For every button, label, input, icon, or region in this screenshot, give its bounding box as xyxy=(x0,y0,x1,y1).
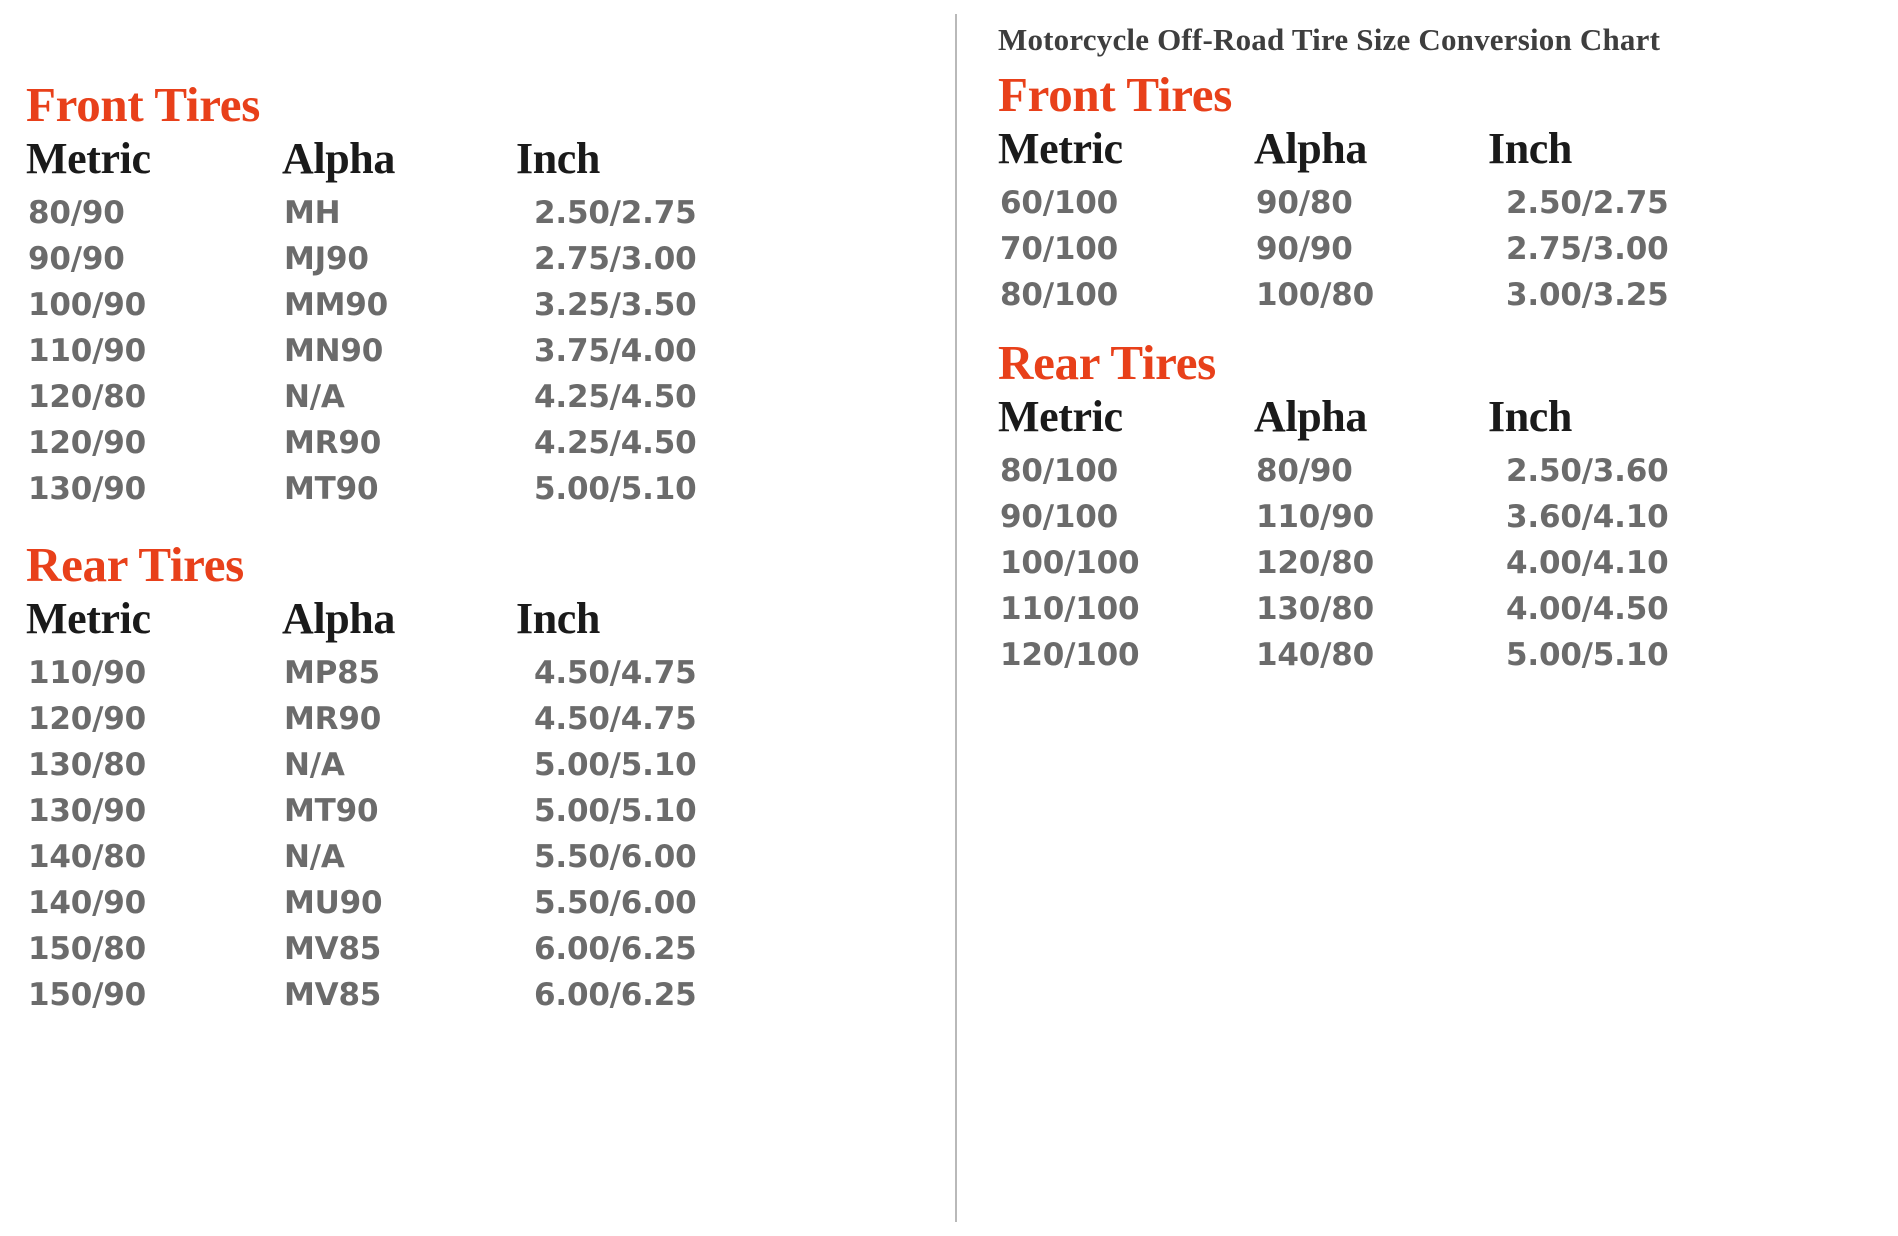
cell-inch: 2.50/2.75 xyxy=(534,194,697,231)
cell-metric: 100/90 xyxy=(28,286,146,323)
cell-alpha: MT90 xyxy=(284,792,379,829)
cell-alpha: N/A xyxy=(284,746,345,783)
cell-metric: 150/80 xyxy=(28,930,146,967)
cell-alpha: N/A xyxy=(284,838,345,875)
column-header-metric: Metric xyxy=(26,133,151,183)
table-row xyxy=(26,972,726,1018)
cell-metric: 110/100 xyxy=(1000,590,1140,627)
cell-metric: 80/100 xyxy=(1000,452,1118,489)
offroad-tire-column xyxy=(955,0,1898,1236)
table-row xyxy=(26,788,726,834)
cell-alpha: MU90 xyxy=(284,884,383,921)
street-rear-table xyxy=(26,593,726,1018)
cell-alpha: MR90 xyxy=(284,700,382,737)
column-header-metric: Metric xyxy=(998,391,1123,441)
cell-alpha: 90/80 xyxy=(1256,184,1353,221)
cell-inch: 4.50/4.75 xyxy=(534,654,697,691)
cell-inch: 4.25/4.50 xyxy=(534,424,697,461)
section-spacer xyxy=(955,318,1898,336)
column-header-alpha: Alpha xyxy=(1254,391,1367,441)
table-header-row xyxy=(26,133,726,190)
table-row xyxy=(26,190,726,236)
table-row xyxy=(26,650,726,696)
column-header-inch: Inch xyxy=(1488,391,1572,441)
cell-alpha: 140/80 xyxy=(1256,636,1374,673)
cell-metric: 130/90 xyxy=(28,792,146,829)
table-header-row xyxy=(998,123,1698,180)
table-row xyxy=(26,696,726,742)
cell-alpha: 120/80 xyxy=(1256,544,1374,581)
cell-alpha: MJ90 xyxy=(284,240,369,277)
cell-metric: 90/90 xyxy=(28,240,125,277)
cell-alpha: MP85 xyxy=(284,654,380,691)
offroad-rear-heading: Rear Tires xyxy=(998,334,1216,390)
cell-metric: 60/100 xyxy=(1000,184,1118,221)
cell-alpha: 80/90 xyxy=(1256,452,1353,489)
table-row xyxy=(26,328,726,374)
cell-metric: 130/90 xyxy=(28,470,146,507)
cell-metric: 110/90 xyxy=(28,654,146,691)
cell-metric: 120/100 xyxy=(1000,636,1140,673)
table-row xyxy=(26,466,726,512)
table-row xyxy=(26,926,726,972)
cell-alpha: 110/90 xyxy=(1256,498,1374,535)
table-row xyxy=(998,586,1698,632)
table-row xyxy=(998,632,1698,678)
table-row xyxy=(998,272,1698,318)
cell-alpha: MH xyxy=(284,194,341,231)
cell-inch: 3.00/3.25 xyxy=(1506,276,1669,313)
table-row xyxy=(998,226,1698,272)
cell-inch: 5.00/5.10 xyxy=(1506,636,1669,673)
cell-alpha: MM90 xyxy=(284,286,389,323)
cell-inch: 5.00/5.10 xyxy=(534,470,697,507)
table-row xyxy=(26,880,726,926)
street-front-heading: Front Tires xyxy=(26,77,261,132)
cell-inch: 2.50/3.60 xyxy=(1506,452,1669,489)
offroad-front-table xyxy=(998,123,1698,318)
column-header-inch: Inch xyxy=(516,133,600,183)
table-row xyxy=(26,282,726,328)
cell-metric: 80/100 xyxy=(1000,276,1118,313)
table-row xyxy=(998,494,1698,540)
cell-inch: 4.25/4.50 xyxy=(534,378,697,415)
cell-inch: 3.60/4.10 xyxy=(1506,498,1669,535)
table-header-row xyxy=(998,391,1698,448)
cell-inch: 4.00/4.50 xyxy=(1506,590,1669,627)
cell-alpha: 130/80 xyxy=(1256,590,1374,627)
cell-alpha: MV85 xyxy=(284,976,382,1013)
cell-metric: 110/90 xyxy=(28,332,146,369)
cell-inch: 3.25/3.50 xyxy=(534,286,697,323)
cell-alpha: N/A xyxy=(284,378,345,415)
cell-inch: 4.50/4.75 xyxy=(534,700,697,737)
cell-alpha: MT90 xyxy=(284,470,379,507)
cell-metric: 150/90 xyxy=(28,976,146,1013)
table-row xyxy=(26,742,726,788)
cell-metric: 120/80 xyxy=(28,378,146,415)
cell-inch: 6.00/6.25 xyxy=(534,930,697,967)
cell-inch: 5.50/6.00 xyxy=(534,838,697,875)
cell-metric: 140/90 xyxy=(28,884,146,921)
cell-inch: 5.00/5.10 xyxy=(534,746,697,783)
cell-inch: 3.75/4.00 xyxy=(534,332,697,369)
cell-inch: 4.00/4.10 xyxy=(1506,544,1669,581)
cell-alpha: MN90 xyxy=(284,332,384,369)
cell-metric: 100/100 xyxy=(1000,544,1140,581)
table-row xyxy=(26,420,726,466)
cell-inch: 2.50/2.75 xyxy=(1506,184,1669,221)
column-header-alpha: Alpha xyxy=(282,593,395,643)
cell-metric: 70/100 xyxy=(1000,230,1118,267)
table-row xyxy=(998,540,1698,586)
street-front-table xyxy=(26,133,726,512)
table-row xyxy=(998,180,1698,226)
column-header-alpha: Alpha xyxy=(282,133,395,183)
cell-metric: 140/80 xyxy=(28,838,146,875)
cell-metric: 80/90 xyxy=(28,194,125,231)
cell-inch: 5.50/6.00 xyxy=(534,884,697,921)
cell-metric: 90/100 xyxy=(1000,498,1118,535)
table-row xyxy=(26,834,726,880)
page-title: Motorcycle Off-Road Tire Size Conversion Chart xyxy=(998,22,1661,57)
cell-metric: 130/80 xyxy=(28,746,146,783)
table-row xyxy=(26,236,726,282)
street-rear-heading: Rear Tires xyxy=(26,536,244,592)
column-header-inch: Inch xyxy=(516,593,600,643)
column-header-metric: Metric xyxy=(26,593,151,643)
cell-metric: 120/90 xyxy=(28,424,146,461)
cell-inch: 2.75/3.00 xyxy=(1506,230,1669,267)
cell-metric: 120/90 xyxy=(28,700,146,737)
section-spacer xyxy=(26,512,955,538)
table-header-row xyxy=(26,593,726,650)
cell-alpha: 100/80 xyxy=(1256,276,1374,313)
column-header-alpha: Alpha xyxy=(1254,123,1367,173)
cell-alpha: MR90 xyxy=(284,424,382,461)
column-header-inch: Inch xyxy=(1488,123,1572,173)
cell-alpha: 90/90 xyxy=(1256,230,1353,267)
offroad-front-heading: Front Tires xyxy=(998,67,1233,122)
cell-inch: 5.00/5.10 xyxy=(534,792,697,829)
cell-inch: 2.75/3.00 xyxy=(534,240,697,277)
table-row xyxy=(998,448,1698,494)
table-row xyxy=(26,374,726,420)
cell-alpha: MV85 xyxy=(284,930,382,967)
offroad-rear-table xyxy=(998,391,1698,678)
cell-inch: 6.00/6.25 xyxy=(534,976,697,1013)
column-divider xyxy=(955,14,957,1222)
column-header-metric: Metric xyxy=(998,123,1123,173)
